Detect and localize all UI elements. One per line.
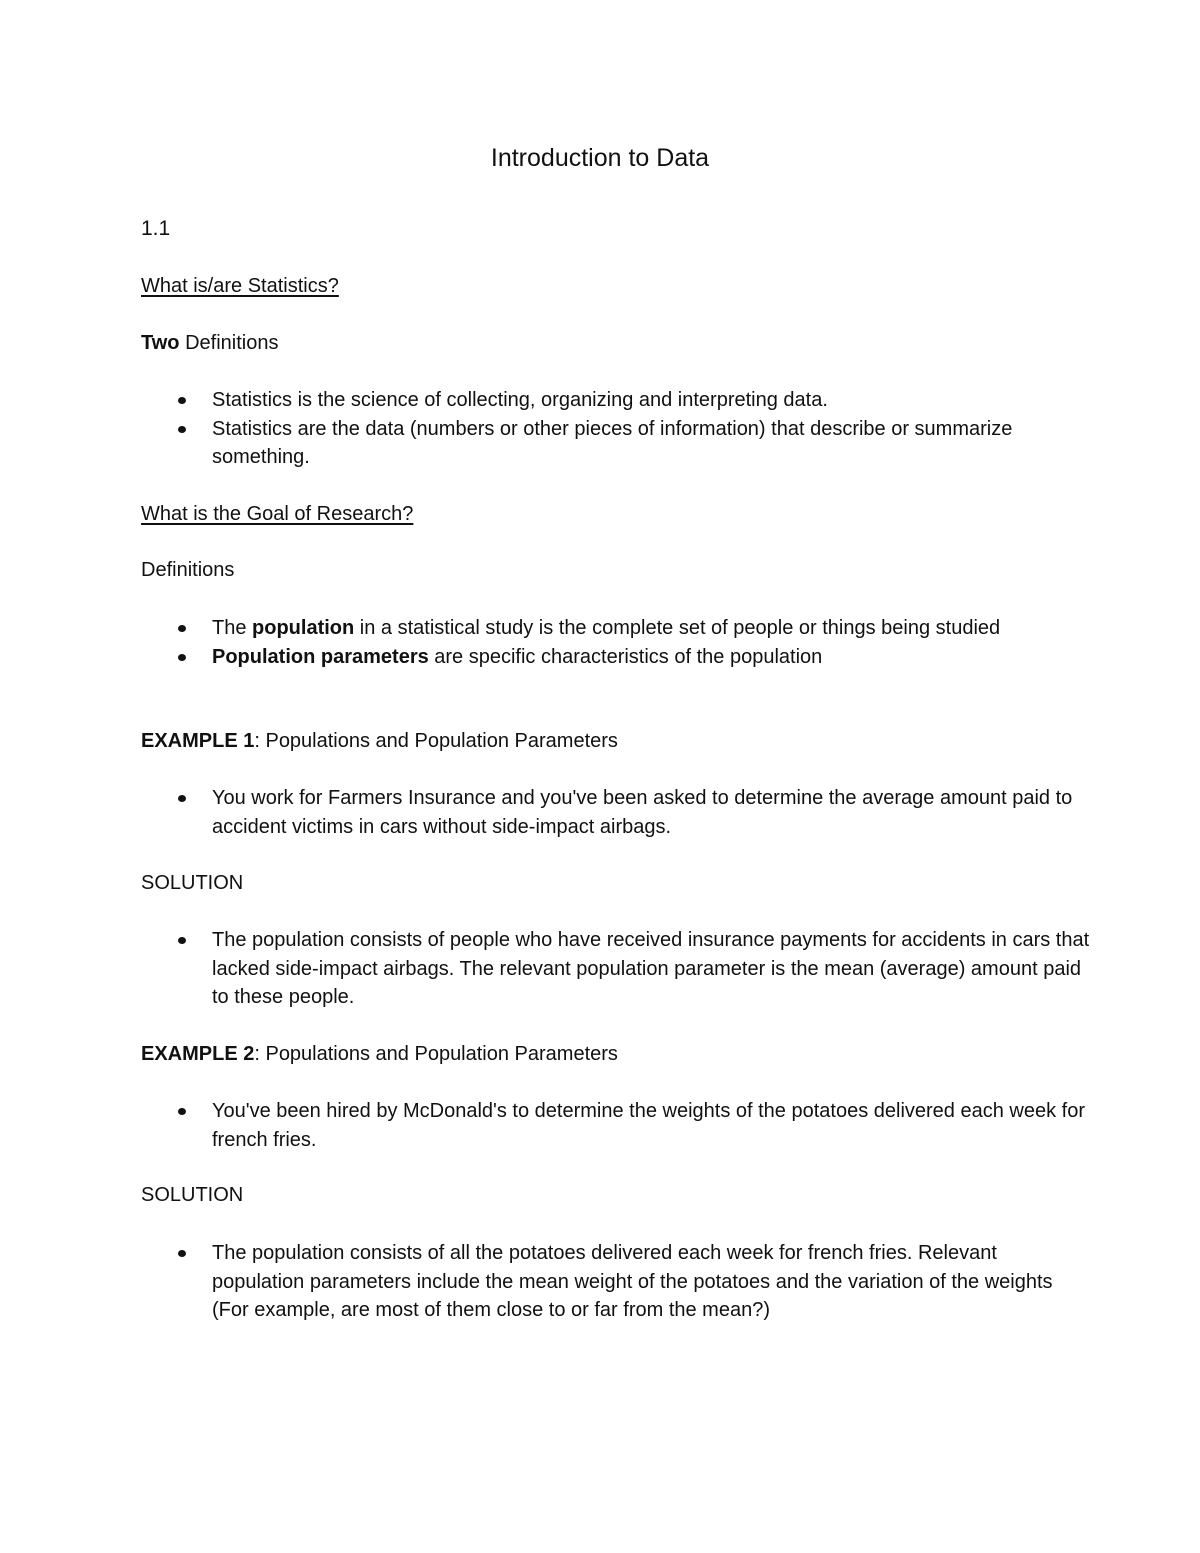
population-definitions-list — [212, 614, 1092, 671]
section-number: 1.1 — [141, 217, 171, 240]
definitions-label: Definitions — [141, 559, 235, 581]
example-1-list — [212, 784, 1092, 841]
list-item: The population consists of all the potatoes delivered each week for french fries. Relevant population parameters include the mean weight of the potatoes and the variation of the weights (For example, are most of them close to or far from the mean?) — [212, 1239, 1092, 1325]
term-population-parameters: Population parameters — [212, 645, 429, 668]
two-bold: Two — [141, 332, 180, 354]
solution-2-list — [212, 1239, 1092, 1325]
list-item: Statistics is the science of collecting, organizing and interpreting data. — [212, 386, 1092, 415]
example-2-label: EXAMPLE 2 — [141, 1043, 255, 1065]
example-2-list — [212, 1097, 1092, 1154]
list-item — [212, 614, 1092, 643]
example-1-title: : Populations and Population Parameters — [254, 730, 618, 752]
example-1-heading — [141, 727, 618, 756]
example-1-label: EXAMPLE 1 — [141, 730, 255, 752]
term-population: population — [252, 617, 355, 639]
two-rest: Definitions — [179, 332, 279, 354]
list-item: Statistics are the data (numbers or other pieces of information) that describe or summarize something. — [212, 415, 1092, 472]
heading-goal-of-research: What is the Goal of Research? — [141, 503, 414, 525]
document-title: Introduction to Data — [490, 144, 710, 172]
example-2-title: : Populations and Population Parameters — [254, 1043, 618, 1065]
bullet-post-text: are specific characteristics of the population — [428, 645, 823, 668]
bullet-pre-text: The — [212, 617, 253, 639]
list-item: The population consists of people who have received insurance payments for accidents in cars that lacked side-impact airbags. The relevant population parameter is the mean (average) amount paid to these people. — [212, 926, 1092, 1012]
example-2-heading — [141, 1040, 618, 1069]
solution-1-list — [212, 926, 1092, 1012]
solution-1-label: SOLUTION — [141, 872, 244, 894]
list-item: You work for Farmers Insurance and you've been asked to determine the average amount paid to accident victims in cars without side-impact airbags. — [212, 784, 1092, 841]
statistics-definitions-list — [212, 386, 1092, 472]
heading-what-is-statistics: What is/are Statistics? — [141, 275, 339, 297]
two-definitions-label — [141, 329, 278, 358]
list-item: You've been hired by McDonald's to determine the weights of the potatoes delivered each week for french fries. — [212, 1097, 1092, 1154]
list-item — [212, 643, 1092, 672]
bullet-post-text: in a statistical study is the complete set of people or things being studied — [354, 617, 1001, 639]
solution-2-label: SOLUTION — [141, 1184, 244, 1206]
